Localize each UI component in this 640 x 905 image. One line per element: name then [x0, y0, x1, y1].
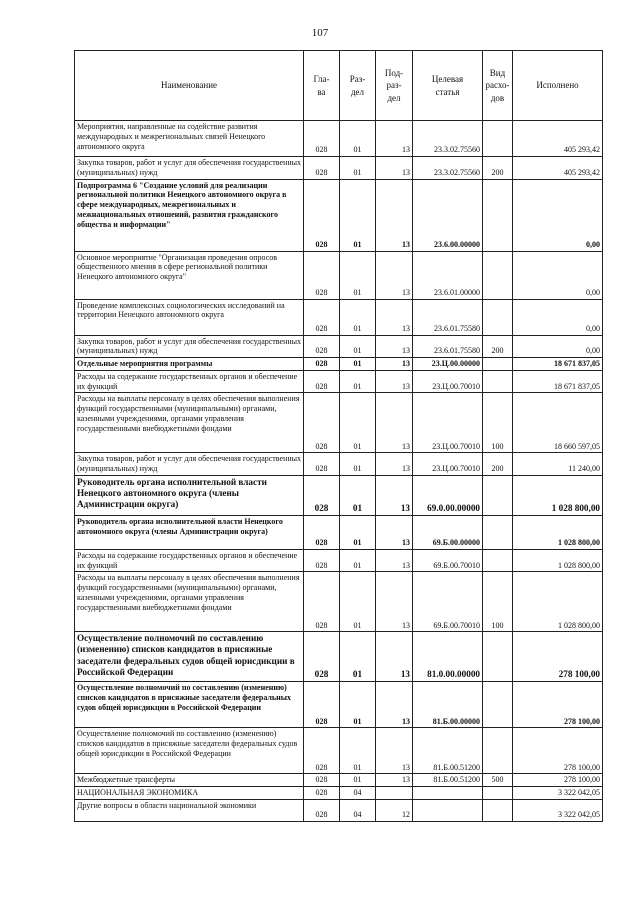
table-row — [75, 393, 603, 453]
cell-razdel: 01 — [340, 475, 376, 515]
cell-name: Отдельные мероприятия программы — [75, 358, 304, 371]
cell-podrazdel: 13 — [376, 393, 413, 453]
cell-razdel: 01 — [340, 572, 376, 632]
table-row — [75, 251, 603, 299]
table-row — [75, 335, 603, 358]
cell-amount: 278 100,00 — [513, 774, 603, 787]
cell-razdel: 01 — [340, 251, 376, 299]
cell-amount: 18 660 597,05 — [513, 393, 603, 453]
cell-podrazdel — [376, 787, 413, 800]
cell-target: 23.3.02.75560 — [413, 157, 483, 180]
page-number: 107 — [311, 27, 329, 39]
header-target: Целевая статья — [413, 51, 483, 121]
header-razdel: Раз- дел — [340, 51, 376, 121]
cell-glava: 028 — [304, 179, 340, 251]
cell-name: Расходы на выплаты персоналу в целях обеспечения выполнения функций государственными (муниципальными) органами, казенными учреждениями, органами управления государственными внебюджетными фондами — [75, 393, 304, 453]
header-podrazdel: Под- раз- дел — [376, 51, 413, 121]
cell-amount: 18 671 837,05 — [513, 370, 603, 393]
cell-target: 81.Б.00.51200 — [413, 774, 483, 787]
cell-amount: 1 028 800,00 — [513, 549, 603, 572]
cell-razdel: 01 — [340, 299, 376, 335]
cell-vid: 500 — [483, 774, 513, 787]
cell-vid — [483, 475, 513, 515]
table-header-row — [75, 51, 603, 121]
cell-target: 23.6.01.75580 — [413, 335, 483, 358]
cell-glava: 028 — [304, 157, 340, 180]
cell-glava: 028 — [304, 515, 340, 549]
cell-amount: 1 028 800,00 — [513, 572, 603, 632]
cell-vid — [483, 370, 513, 393]
cell-vid: 200 — [483, 157, 513, 180]
cell-podrazdel: 13 — [376, 179, 413, 251]
cell-name: Осуществление полномочий по составлению (изменению) списков кандидатов в присяжные заседатели федеральных судов общей юрисдикции в Российской Федерации — [75, 682, 304, 728]
cell-target: 81.Б.00.51200 — [413, 728, 483, 774]
cell-podrazdel: 13 — [376, 358, 413, 371]
table-row — [75, 299, 603, 335]
table-row — [75, 774, 603, 787]
cell-name: Закупка товаров, работ и услуг для обеспечения государственных (муниципальных) нужд — [75, 157, 304, 180]
cell-vid — [483, 728, 513, 774]
cell-podrazdel: 13 — [376, 682, 413, 728]
cell-razdel: 01 — [340, 774, 376, 787]
cell-glava: 028 — [304, 121, 340, 157]
cell-vid: 200 — [483, 453, 513, 476]
cell-amount: 405 293,42 — [513, 121, 603, 157]
cell-name: Проведение комплексных социологических исследований на территории Ненецкого автономного округа — [75, 299, 304, 335]
cell-amount: 0,00 — [513, 251, 603, 299]
cell-vid: 200 — [483, 335, 513, 358]
cell-podrazdel: 13 — [376, 728, 413, 774]
cell-glava: 028 — [304, 787, 340, 800]
cell-name: НАЦИОНАЛЬНАЯ ЭКОНОМИКА — [75, 787, 304, 800]
cell-podrazdel: 13 — [376, 549, 413, 572]
budget-table — [74, 50, 603, 822]
cell-amount: 278 100,00 — [513, 632, 603, 682]
cell-podrazdel: 13 — [376, 453, 413, 476]
cell-vid: 100 — [483, 572, 513, 632]
table-row — [75, 728, 603, 774]
table-row — [75, 572, 603, 632]
cell-target: 23.Ц.00.70010 — [413, 393, 483, 453]
cell-podrazdel: 13 — [376, 774, 413, 787]
cell-amount: 11 240,00 — [513, 453, 603, 476]
cell-glava: 028 — [304, 799, 340, 821]
table-row — [75, 632, 603, 682]
cell-name: Расходы на выплаты персоналу в целях обеспечения выполнения функций государственными (муниципальными) органами, казенными учреждениями, органами управления государственными внебюджетными фондами — [75, 572, 304, 632]
table-row — [75, 370, 603, 393]
cell-amount: 278 100,00 — [513, 728, 603, 774]
cell-glava: 028 — [304, 299, 340, 335]
cell-razdel: 01 — [340, 515, 376, 549]
cell-glava: 028 — [304, 572, 340, 632]
cell-vid — [483, 299, 513, 335]
cell-glava: 028 — [304, 251, 340, 299]
cell-vid — [483, 549, 513, 572]
cell-glava: 028 — [304, 728, 340, 774]
cell-amount: 1 028 800,00 — [513, 475, 603, 515]
cell-name: Руководитель органа исполнительной власти Ненецкого автономного округа (члены Администрации округа) — [75, 515, 304, 549]
cell-target: 23.6.00.00000 — [413, 179, 483, 251]
cell-razdel: 01 — [340, 121, 376, 157]
cell-podrazdel: 13 — [376, 121, 413, 157]
cell-razdel: 01 — [340, 728, 376, 774]
cell-amount: 3 322 042,05 — [513, 787, 603, 800]
cell-podrazdel: 13 — [376, 335, 413, 358]
cell-name: Подпрограмма 6 "Создание условий для реализации региональной политики Ненецкого автономного округа в сфере международных, межрегиональных и межнациональных отношений, развития гражданского общества и информации" — [75, 179, 304, 251]
cell-name: Закупка товаров, работ и услуг для обеспечения государственных (муниципальных) нужд — [75, 453, 304, 476]
cell-target — [413, 787, 483, 800]
cell-vid — [483, 632, 513, 682]
cell-glava: 028 — [304, 632, 340, 682]
header-vid: Вид расхо- дов — [483, 51, 513, 121]
cell-podrazdel: 13 — [376, 299, 413, 335]
cell-razdel: 04 — [340, 787, 376, 800]
cell-razdel: 01 — [340, 370, 376, 393]
cell-razdel: 01 — [340, 549, 376, 572]
table-row — [75, 157, 603, 180]
cell-podrazdel: 13 — [376, 157, 413, 180]
cell-amount: 0,00 — [513, 335, 603, 358]
cell-name: Расходы на содержание государственных органов и обеспечение их функций — [75, 549, 304, 572]
cell-razdel: 01 — [340, 179, 376, 251]
cell-razdel: 01 — [340, 632, 376, 682]
cell-glava: 028 — [304, 370, 340, 393]
cell-podrazdel: 13 — [376, 370, 413, 393]
cell-glava: 028 — [304, 682, 340, 728]
cell-amount: 3 322 042,05 — [513, 799, 603, 821]
cell-razdel: 01 — [340, 157, 376, 180]
table-row — [75, 121, 603, 157]
cell-name: Осуществление полномочий по составлению (изменению) списков кандидатов в присяжные заседатели федеральных судов общей юрисдикции в Российской Федерации — [75, 632, 304, 682]
cell-vid — [483, 179, 513, 251]
table-row — [75, 358, 603, 371]
cell-name: Закупка товаров, работ и услуг для обеспечения государственных (муниципальных) нужд — [75, 335, 304, 358]
table-body — [75, 121, 603, 822]
cell-amount: 18 671 837,05 — [513, 358, 603, 371]
cell-razdel: 01 — [340, 335, 376, 358]
cell-target: 69.Б.00.70010 — [413, 549, 483, 572]
cell-target: 69.Б.00.70010 — [413, 572, 483, 632]
cell-razdel: 01 — [340, 453, 376, 476]
cell-name: Осуществление полномочий по составлению (изменению) списков кандидатов в присяжные заседатели федеральных судов общей юрисдикции в Российской Федерации — [75, 728, 304, 774]
table-row — [75, 787, 603, 800]
cell-vid — [483, 251, 513, 299]
cell-name: Основное мероприятие "Организация проведения опросов общественного мнения в сфере региональной политики Ненецкого автономного округа" — [75, 251, 304, 299]
cell-glava: 028 — [304, 549, 340, 572]
cell-podrazdel: 13 — [376, 632, 413, 682]
header-name: Наименование — [75, 51, 304, 121]
cell-vid — [483, 515, 513, 549]
table-row — [75, 549, 603, 572]
cell-glava: 028 — [304, 358, 340, 371]
header-glava: Гла- ва — [304, 51, 340, 121]
cell-razdel: 04 — [340, 799, 376, 821]
cell-vid — [483, 358, 513, 371]
table-row — [75, 475, 603, 515]
cell-name: Мероприятия, направленные на содействие развития международных и межрегиональных связей Ненецкого автономного округа — [75, 121, 304, 157]
cell-name: Другие вопросы в области национальной экономики — [75, 799, 304, 821]
cell-podrazdel: 13 — [376, 515, 413, 549]
cell-target: 23.Ц.00.70010 — [413, 370, 483, 393]
cell-target: 23.Ц.00.70010 — [413, 453, 483, 476]
cell-target: 69.0.00.00000 — [413, 475, 483, 515]
table-row — [75, 682, 603, 728]
cell-target: 23.6.01.75580 — [413, 299, 483, 335]
cell-target: 23.3.02.75560 — [413, 121, 483, 157]
cell-amount: 0,00 — [513, 179, 603, 251]
table-row — [75, 179, 603, 251]
cell-amount: 278 100,00 — [513, 682, 603, 728]
cell-amount: 1 028 800,00 — [513, 515, 603, 549]
cell-vid — [483, 121, 513, 157]
cell-amount: 0,00 — [513, 299, 603, 335]
cell-razdel: 01 — [340, 358, 376, 371]
cell-name: Межбюджетные трансферты — [75, 774, 304, 787]
table-row — [75, 515, 603, 549]
cell-podrazdel: 12 — [376, 799, 413, 821]
table-row — [75, 799, 603, 821]
cell-target: 23.Ц.00.00000 — [413, 358, 483, 371]
cell-podrazdel: 13 — [376, 475, 413, 515]
cell-name: Руководитель органа исполнительной власти Ненецкого автономного округа (члены Администрации округа) — [75, 475, 304, 515]
cell-vid — [483, 787, 513, 800]
cell-razdel: 01 — [340, 682, 376, 728]
cell-glava: 028 — [304, 774, 340, 787]
table-row — [75, 453, 603, 476]
cell-glava: 028 — [304, 475, 340, 515]
cell-target: 81.0.00.00000 — [413, 632, 483, 682]
cell-glava: 028 — [304, 335, 340, 358]
cell-name: Расходы на содержание государственных органов и обеспечение их функций — [75, 370, 304, 393]
cell-target — [413, 799, 483, 821]
cell-amount: 405 293,42 — [513, 157, 603, 180]
header-done: Исполнено — [513, 51, 603, 121]
cell-target: 23.6.01.00000 — [413, 251, 483, 299]
cell-podrazdel: 13 — [376, 572, 413, 632]
cell-target: 69.Б.00.00000 — [413, 515, 483, 549]
cell-razdel: 01 — [340, 393, 376, 453]
cell-glava: 028 — [304, 393, 340, 453]
cell-vid: 100 — [483, 393, 513, 453]
cell-glava: 028 — [304, 453, 340, 476]
cell-target: 81.Б.00.00000 — [413, 682, 483, 728]
cell-podrazdel: 13 — [376, 251, 413, 299]
cell-vid — [483, 682, 513, 728]
cell-vid — [483, 799, 513, 821]
